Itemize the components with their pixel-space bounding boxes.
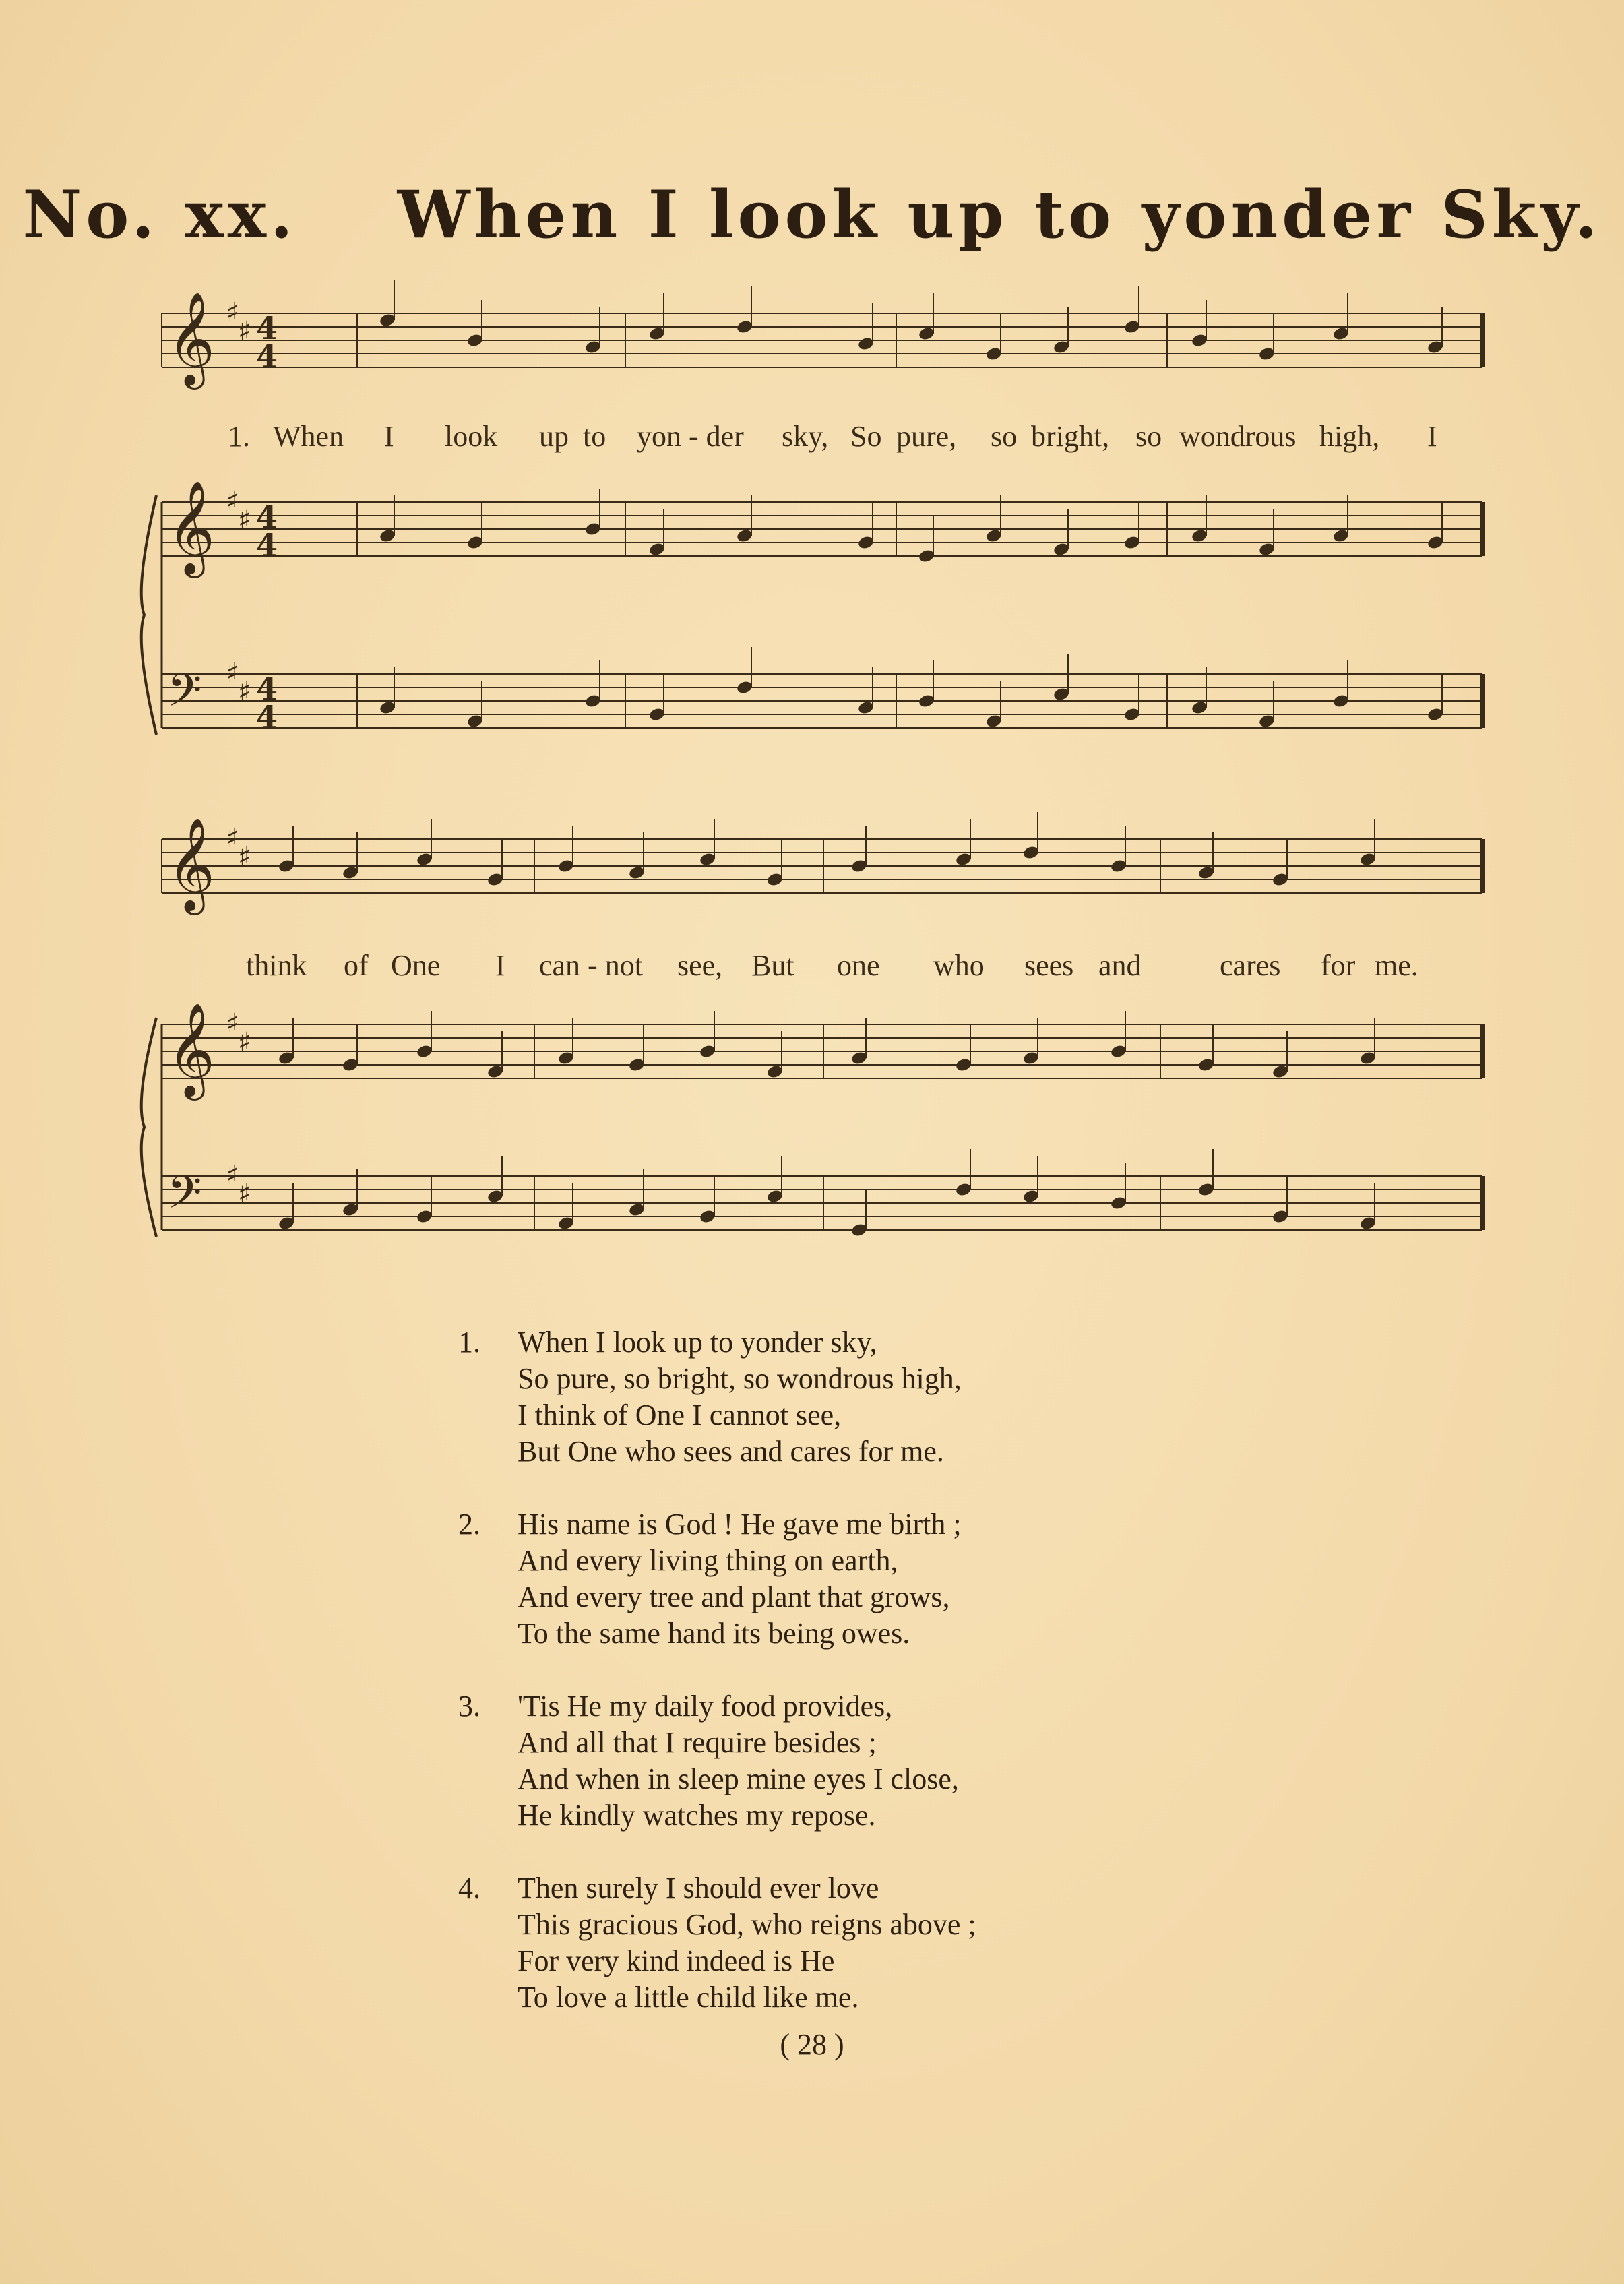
- sharp-icon: ♯: [238, 1179, 251, 1210]
- verse-line: And when in sleep mine eyes I close,: [518, 1762, 959, 1795]
- sharp-icon: ♯: [226, 486, 239, 517]
- lyric-syllable: 1.: [228, 420, 250, 453]
- sharp-icon: ♯: [226, 297, 239, 328]
- sharp-icon: ♯: [238, 1027, 251, 1058]
- lyric-syllable: yon - der: [637, 420, 744, 453]
- lyric-syllable: I: [1427, 420, 1437, 453]
- time-signature-icon: 4: [256, 499, 278, 535]
- lyric-syllable: see,: [677, 949, 723, 982]
- lyric-syllable: I: [384, 420, 394, 453]
- lyric-syllable: so: [991, 420, 1018, 453]
- sharp-icon: ♯: [226, 1160, 239, 1191]
- lyric-syllable: high,: [1319, 420, 1380, 453]
- verse-line: And every tree and plant that grows,: [518, 1580, 950, 1613]
- lyric-syllable: up: [539, 420, 569, 453]
- lyric-syllable: who: [933, 949, 985, 982]
- verse-line: Then surely I should ever love: [518, 1872, 879, 1905]
- verse-line: When I look up to yonder sky,: [518, 1326, 877, 1359]
- treble-clef-icon: 𝄞: [167, 481, 215, 574]
- brace-icon: [142, 495, 156, 735]
- verse-line: And all that I require besides ;: [518, 1726, 877, 1759]
- verse-number: 3.: [458, 1690, 480, 1723]
- lyric-syllable: bright,: [1031, 420, 1110, 453]
- verse-line: I think of One I cannot see,: [518, 1398, 842, 1431]
- brace-icon: [142, 1018, 156, 1237]
- lyric-syllable: me.: [1375, 949, 1418, 982]
- treble-clef-icon: 𝄞: [167, 817, 215, 911]
- lyric-syllable: I: [495, 949, 505, 982]
- lyric-syllable: But: [751, 949, 794, 982]
- sharp-icon: ♯: [226, 658, 239, 689]
- verse-line: This gracious God, who reigns above ;: [518, 1908, 976, 1941]
- lyric-syllable: for: [1321, 949, 1356, 982]
- sharp-icon: ♯: [238, 677, 251, 708]
- sharp-icon: ♯: [226, 823, 239, 854]
- verses: [458, 1324, 1199, 2052]
- page-number: ( 28 ): [780, 2028, 844, 2061]
- lyric-syllable: pure,: [896, 420, 957, 453]
- treble-clef-icon: 𝄞: [167, 1003, 215, 1097]
- lyric-syllable: So: [850, 420, 882, 453]
- verse-4: [458, 1870, 1199, 2016]
- lyric-syllable: to: [583, 420, 606, 453]
- lyric-syllable: One: [391, 949, 441, 982]
- lyric-syllable: sky,: [782, 420, 829, 453]
- verse-line: To love a little child like me.: [518, 1981, 859, 2014]
- bass-clef-icon: 𝄢: [167, 1167, 202, 1229]
- verse-line: 'Tis He my daily food provides,: [518, 1690, 893, 1723]
- lyric-syllable: wondrous: [1179, 420, 1297, 453]
- time-signature-icon: 4: [256, 527, 278, 563]
- lyric-syllable: so: [1135, 420, 1162, 453]
- lyric-syllable: look: [445, 420, 498, 453]
- verse-number: 4.: [458, 1872, 480, 1905]
- verse-number: 2.: [458, 1508, 480, 1541]
- verse-1: [458, 1324, 1199, 1470]
- verse-line: His name is God ! He gave me birth ;: [518, 1508, 962, 1541]
- sharp-icon: ♯: [238, 842, 251, 873]
- lyric-syllable: When: [273, 420, 344, 453]
- lyric-syllable: one: [837, 949, 880, 982]
- verse-line: For very kind indeed is He: [518, 1944, 835, 1977]
- time-signature-icon: 4: [256, 338, 278, 375]
- treble-clef-icon: 𝄞: [167, 292, 215, 385]
- sharp-icon: ♯: [226, 1008, 239, 1039]
- hymn-title-text: When I look up to yonder Sky.: [397, 177, 1602, 253]
- bass-clef-icon: 𝄢: [167, 665, 202, 727]
- verse-line: He kindly watches my repose.: [518, 1799, 876, 1832]
- time-signature-icon: 4: [256, 699, 278, 735]
- verse-2: [458, 1506, 1199, 1652]
- sharp-icon: ♯: [238, 316, 251, 347]
- time-signature-icon: 4: [256, 671, 278, 707]
- hymn-number: No. xx.: [22, 177, 297, 253]
- verse-line: But One who sees and cares for me.: [518, 1435, 944, 1468]
- verse-line: To the same hand its being owes.: [518, 1617, 910, 1650]
- verse-3: [458, 1688, 1199, 1834]
- lyric-syllable: sees: [1024, 949, 1074, 982]
- time-signature-icon: 4: [256, 310, 278, 346]
- sharp-icon: ♯: [238, 505, 251, 536]
- lyric-syllable: cares: [1220, 949, 1281, 982]
- lyric-syllable: think: [246, 949, 307, 982]
- lyric-syllable: of: [344, 949, 369, 982]
- verse-line: And every living thing on earth,: [518, 1544, 898, 1577]
- lyric-syllable: can - not: [539, 949, 643, 982]
- lyric-syllable: and: [1098, 949, 1142, 982]
- verse-number: 1.: [458, 1326, 480, 1359]
- verse-line: So pure, so bright, so wondrous high,: [518, 1362, 962, 1395]
